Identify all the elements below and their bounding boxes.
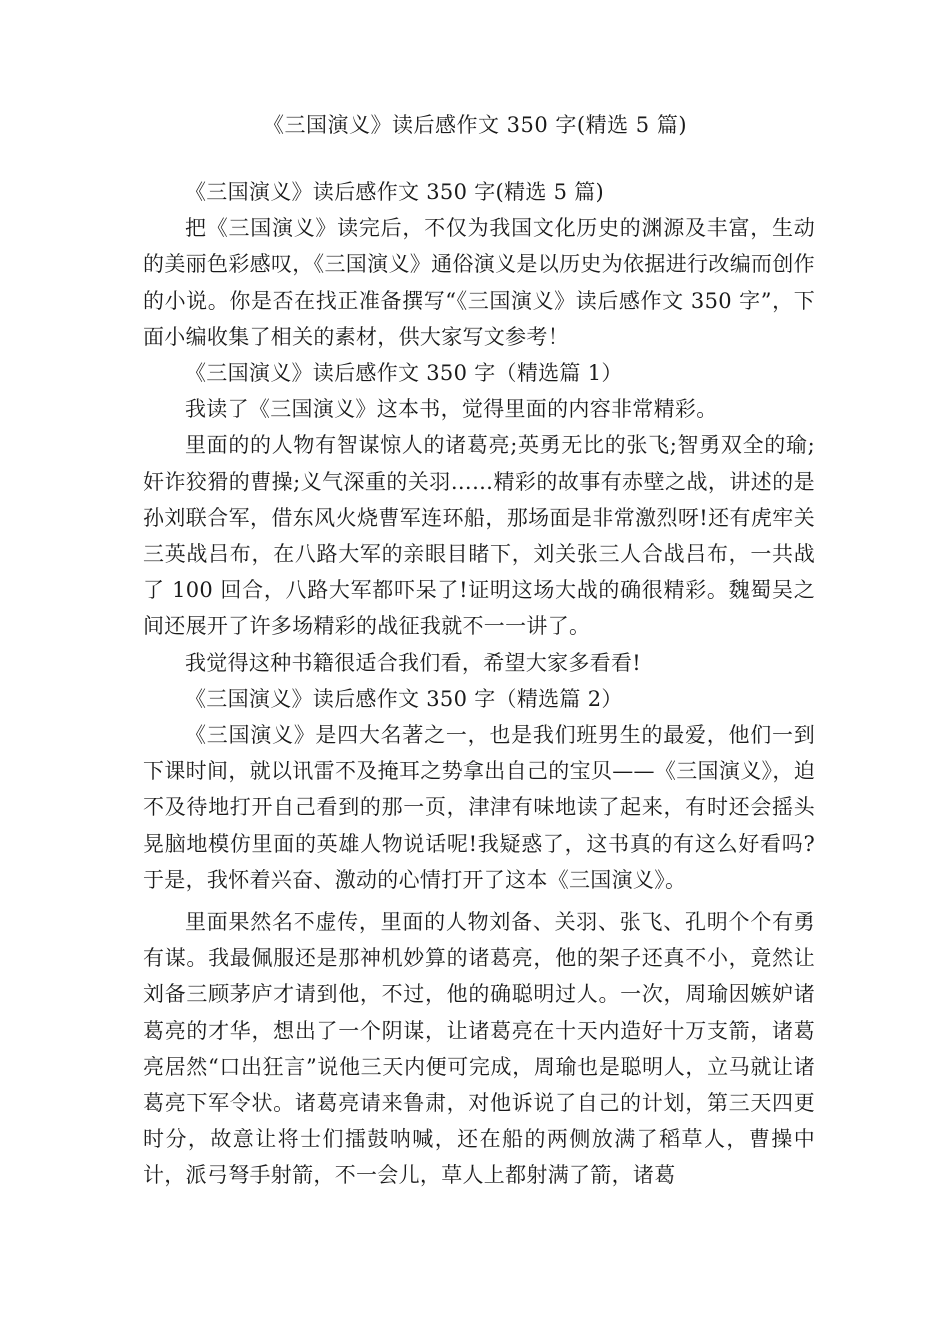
document-body: [143, 174, 815, 1194]
paragraph-subtitle: 《三国演义》读后感作文 350 字(精选 5 篇): [185, 180, 605, 204]
paragraph-intro: 把《三国演义》读完后，不仅为我国文化历史的渊源及丰富，生动的美丽色彩感叹，《三国演义》通俗演义是以历史为依据进行改编而创作的小说。你是否在找正准备撰写“《三国演义》读后感作文 350 字”，下面小编收集了相关的素材，供大家写文参考！: [143, 216, 815, 349]
section-heading-1: 《三国演义》读后感作文 350 字（精选篇 1）: [185, 361, 623, 386]
document-title: 《三国演义》读后感作文 350 字(精选 5 篇): [262, 113, 688, 137]
paragraph: 《三国演义》是四大名著之一，也是我们班男生的最爱，他们一到下课时间，就以讯雷不及掩耳之势拿出自己的宝贝——《三国演义》，迫不及待地打开自己看到的那一页，津津有味地读了起来，有时还会摇头晃脑地模仿里面的英雄人物说话呢!我疑惑了，这书真的有这么好看吗?于是，我怀着兴奋、激动的心情打开了这本《三国演义》。: [143, 723, 815, 892]
paragraph: 我觉得这种书籍很适合我们看，希望大家多看看!: [185, 650, 642, 675]
section-heading-2: 《三国演义》读后感作文 350 字（精选篇 2）: [185, 686, 623, 711]
paragraph: 里面果然名不虚传，里面的人物刘备、关羽、张飞、孔明个个有勇有谋。我最佩服还是那神机妙算的诸葛亮，他的架子还真不小，竟然让刘备三顾茅庐才请到他，不过，他的确聪明过人。一次，周瑜因嫉妒诸葛亮的才华，想出了一个阴谋，让诸葛亮在十天内造好十万支箭，诸葛亮居然“口出狂言”说他三天内便可完成，周瑜也是聪明人，立马就让诸葛亮下军令状。诸葛亮请来鲁肃，对他诉说了自己的计划，第三天四更时分，故意让将士们擂鼓呐喊，还在船的两侧放满了稻草人，曹操中计，派弓弩手射箭，不一会儿，草人上都射满了箭，诸葛: [143, 910, 815, 1188]
paragraph: 里面的的人物有智谋惊人的诸葛亮;英勇无比的张飞;智勇双全的瑜;奸诈狡猾的曹操;义气深重的关羽……精彩的故事有赤壁之战，讲述的是孙刘联合军，借东风火烧曹军连环船，那场面是非常激烈呀!还有虎牢关三英战吕布，在八路大军的亲眼目睹下，刘关张三人合战吕布，一共战了 100 回合，八路大军都吓呆了!证明这场大战的确很精彩。魏蜀吴之间还展开了许多场精彩的战征我就不一一讲了。: [143, 433, 815, 639]
paragraph: 我读了《三国演义》这本书，觉得里面的内容非常精彩。: [185, 397, 718, 422]
